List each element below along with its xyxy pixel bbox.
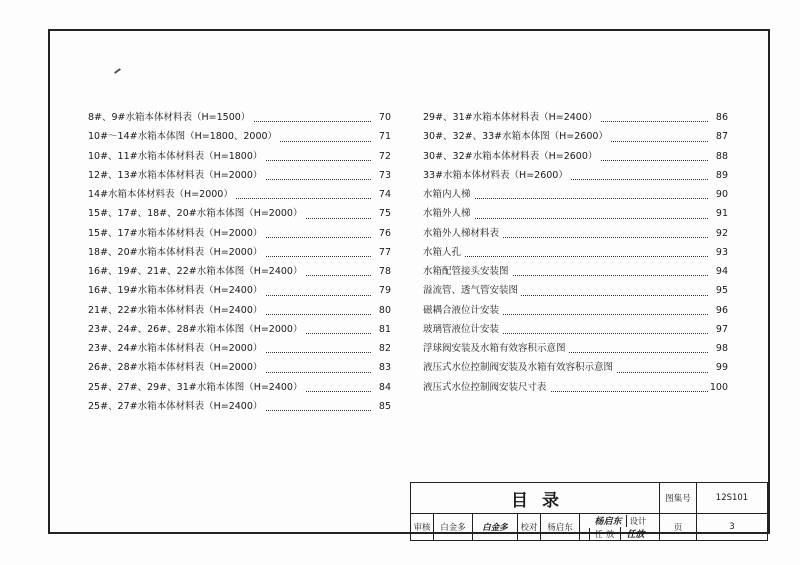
toc-entry-page: 96: [714, 301, 728, 320]
toc-entry: [423, 166, 728, 185]
toc-entry-page: 71: [377, 127, 391, 146]
toc-entry: [88, 320, 391, 339]
toc-entry: [88, 185, 391, 204]
toc-entry-page: 90: [714, 185, 728, 204]
toc-entry: [88, 166, 391, 185]
toc-entry-title: 26#、28#水箱本体材料表（H=2000）: [88, 362, 265, 373]
toc-entry: [423, 185, 728, 204]
toc-entry-title: 10#、11#水箱本体材料表（H=1800）: [88, 151, 265, 162]
reviewer-name: 白金多: [434, 514, 473, 541]
toc-entry: [423, 204, 728, 223]
toc-entry-title: 玻璃管液位计安装: [423, 324, 502, 335]
toc-entry-title: 水箱外人梯: [423, 208, 474, 219]
toc-entry: [423, 281, 728, 300]
toc-entry-page: 92: [714, 224, 728, 243]
toc-entry: [88, 224, 391, 243]
toc-entry: [423, 378, 728, 397]
toc-entry-page: 88: [714, 147, 728, 166]
toc-entry-page: 94: [714, 262, 728, 281]
toc-entry-title: 8#、9#水箱本体材料表（H=1500）: [88, 112, 253, 123]
toc-entry-title: 25#、27#水箱本体材料表（H=2400）: [88, 401, 265, 412]
dot-leader: [423, 256, 708, 257]
toc-entry-page: 82: [377, 339, 391, 358]
toc-entry-page: 80: [377, 301, 391, 320]
toc-entry: [423, 127, 728, 146]
checker-name: 杨启东: [541, 514, 580, 541]
toc-entry: [423, 339, 728, 358]
toc-entry-page: 77: [377, 243, 391, 262]
toc-entry-title: 16#、19#、21#、22#水箱本体图（H=2400）: [88, 266, 305, 277]
toc-left-column: [88, 108, 391, 416]
toc-right-column: [423, 108, 728, 397]
toc-entry-page: 98: [714, 339, 728, 358]
atlas-number-label: 图集号: [660, 483, 697, 514]
toc-entry-page: 72: [377, 147, 391, 166]
signature-design-cell: [580, 514, 660, 541]
checker-signature: 杨启东: [594, 517, 622, 527]
page-number: 3: [697, 514, 768, 541]
toc-entry-page: 99: [714, 358, 728, 377]
toc-entry-title: 14#水箱本体材料表（H=2000）: [88, 189, 236, 200]
toc-entry: [88, 301, 391, 320]
toc-entry-title: 16#、19#水箱本体材料表（H=2400）: [88, 285, 265, 296]
toc-entry-page: 78: [377, 262, 391, 281]
toc-entry-page: 85: [377, 397, 391, 416]
toc-entry: [88, 358, 391, 377]
designer-signature: 任放: [620, 527, 651, 540]
toc-entry-title: 30#、32#水箱本体材料表（H=2600）: [423, 151, 600, 162]
toc-entry-title: 12#、13#水箱本体材料表（H=2000）: [88, 170, 265, 181]
toc-entry-title: 溢流管、透气管安装图: [423, 285, 521, 296]
atlas-number: 12S101: [697, 483, 768, 514]
page-label: 页: [660, 514, 697, 541]
toc-entry-title: 30#、32#、33#水箱本体图（H=2600）: [423, 131, 611, 142]
toc-entry: [423, 224, 728, 243]
toc-entry: [88, 281, 391, 300]
toc-entry: [88, 243, 391, 262]
toc-entry: [423, 358, 728, 377]
toc-entry-title: 水箱外人梯材料表: [423, 228, 502, 239]
toc-entry-title: 33#水箱本体材料表（H=2600）: [423, 170, 571, 181]
toc-entry: [423, 262, 728, 281]
design-label: 设计: [626, 515, 649, 527]
title-block: [410, 482, 768, 541]
toc-entry-page: 84: [377, 378, 391, 397]
toc-entry: [423, 243, 728, 262]
toc-entry-page: 91: [714, 204, 728, 223]
toc-entry: [423, 147, 728, 166]
toc-entry: [88, 262, 391, 281]
reviewer-signature: 白金多: [473, 514, 518, 541]
toc-entry: [423, 320, 728, 339]
toc-entry-page: 79: [377, 281, 391, 300]
toc-entry-title: 液压式水位控制阀安装及水箱有效容积示意图: [423, 362, 616, 373]
toc-entry-title: 水箱配管接头安装图: [423, 266, 512, 277]
toc-entry-page: 70: [377, 108, 391, 127]
toc-entry-page: 76: [377, 224, 391, 243]
toc-entry: [88, 204, 391, 223]
toc-entry-title: 29#、31#水箱本体材料表（H=2400）: [423, 112, 600, 123]
toc-entry-title: 15#、17#水箱本体材料表（H=2000）: [88, 228, 265, 239]
toc-entry: [88, 378, 391, 397]
toc-entry-title: 水箱人孔: [423, 247, 464, 258]
toc-entry-page: 95: [714, 281, 728, 300]
toc-entry-title: 浮球阀安装及水箱有效容积示意图: [423, 343, 569, 354]
toc-entry-title: 23#、24#、26#、28#水箱本体图（H=2000）: [88, 324, 305, 335]
toc-entry: [88, 127, 391, 146]
toc-entry: [423, 108, 728, 127]
toc-entry-page: 86: [714, 108, 728, 127]
toc-entry: [423, 301, 728, 320]
toc-entry-title: 10#～14#水箱本体图（H=1800、2000）: [88, 131, 280, 142]
toc-entry-page: 97: [714, 320, 728, 339]
designer-name: 任 放: [589, 528, 620, 540]
toc-entry-page: 75: [377, 204, 391, 223]
toc-entry-page: 74: [377, 185, 391, 204]
toc-entry-title: 水箱内人梯: [423, 189, 474, 200]
toc-entry-title: 15#、17#、18#、20#水箱本体图（H=2000）: [88, 208, 305, 219]
toc-entry: [88, 397, 391, 416]
sheet-title: 目录: [411, 483, 660, 514]
toc-entry-page: 81: [377, 320, 391, 339]
toc-entry-page: 83: [377, 358, 391, 377]
toc-entry-title: 18#、20#水箱本体材料表（H=2000）: [88, 247, 265, 258]
toc-entry-title: 磁耦合液位计安装: [423, 305, 502, 316]
toc-entry-title: 21#、22#水箱本体材料表（H=2400）: [88, 305, 265, 316]
review-label: 审核: [411, 514, 434, 541]
toc-entry-title: 23#、24#水箱本体材料表（H=2000）: [88, 343, 265, 354]
toc-entry: [88, 339, 391, 358]
toc-entry: [88, 147, 391, 166]
toc-entry-title: 液压式水位控制阀安装尺寸表: [423, 382, 550, 393]
toc-entry-page: 89: [714, 166, 728, 185]
check-label: 校对: [518, 514, 541, 541]
toc-entry-page: 87: [714, 127, 728, 146]
toc-entry-page: 73: [377, 166, 391, 185]
toc-entry-title: 25#、27#、29#、31#水箱本体图（H=2400）: [88, 382, 305, 393]
toc-entry: [88, 108, 391, 127]
toc-entry-page: 100: [708, 378, 728, 397]
toc-entry-page: 93: [714, 243, 728, 262]
